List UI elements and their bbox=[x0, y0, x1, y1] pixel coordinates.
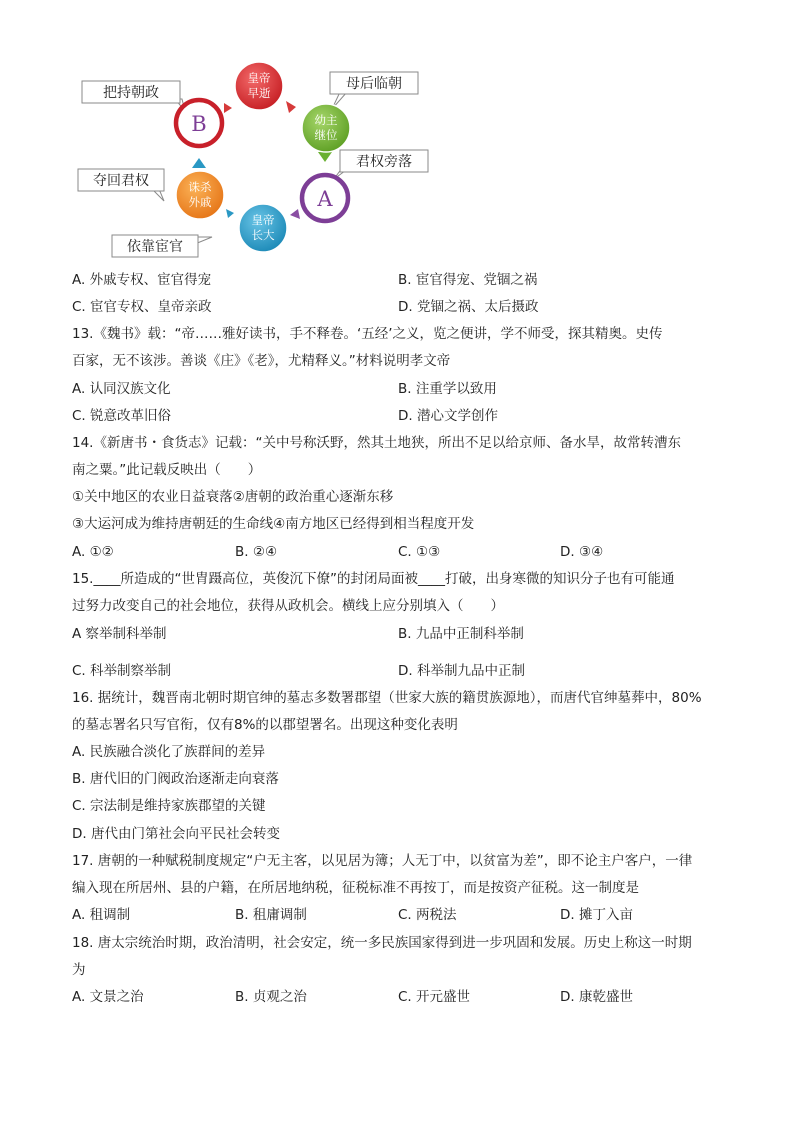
callout-label: 母后临朝 bbox=[346, 76, 402, 92]
q15-option-b[interactable]: B. 九品中正制科举制 bbox=[398, 626, 524, 642]
q13-option-d[interactable]: D. 潜心文学创作 bbox=[398, 408, 498, 424]
q13-option-a[interactable]: A. 认同汉族文化 bbox=[72, 381, 171, 397]
q16-option-a[interactable]: A. 民族融合淡化了族群间的差异 bbox=[72, 744, 266, 760]
q16-stem-cont: 的墓志署名只写官衔，仅有8%的以郡望署名。出现这种变化表明 bbox=[72, 717, 458, 733]
node-kill-relatives bbox=[176, 171, 224, 219]
callout-label: 把持朝政 bbox=[103, 85, 159, 101]
q15-option-a[interactable]: A 察举制科举制 bbox=[72, 626, 167, 642]
q13-option-b[interactable]: B. 注重学以致用 bbox=[398, 381, 497, 397]
q12-option-c[interactable]: C. 宦官专权、皇帝亲政 bbox=[72, 299, 212, 315]
arrow-icon bbox=[226, 209, 234, 218]
q17-option-a[interactable]: A. 租调制 bbox=[72, 907, 131, 923]
node-label-line1: 幼主 bbox=[314, 113, 338, 127]
node-young-ruler bbox=[302, 104, 350, 152]
q14-option-c[interactable]: C. ①③ bbox=[398, 544, 441, 560]
q13-stem-cont: 百家，无不该涉。善谈《庄》《老》，尤精释义。”材料说明孝文帝 bbox=[72, 353, 451, 369]
q14-option-a[interactable]: A. ①② bbox=[72, 544, 114, 560]
q13-option-c[interactable]: C. 锐意改革旧俗 bbox=[72, 408, 172, 424]
q17-option-c[interactable]: C. 两税法 bbox=[398, 907, 457, 923]
callout-rely-eunuchs bbox=[112, 235, 212, 257]
callout-label: 依靠宦官 bbox=[127, 239, 183, 255]
q15-option-d[interactable]: D. 科举制九品中正制 bbox=[398, 663, 525, 679]
q15-stem-cont: 过努力改变自己的社会地位，获得从政机会。横线上应分别填入（ ） bbox=[72, 598, 504, 614]
node-emperor-grown bbox=[239, 204, 287, 252]
q17-option-b[interactable]: B. 租庸调制 bbox=[235, 907, 307, 923]
node-b-label: B bbox=[191, 112, 207, 136]
node-label-line2: 长大 bbox=[251, 228, 275, 242]
arrow-icon bbox=[290, 209, 300, 219]
q14-stem-cont: 南之粟。”此记载反映出（ ） bbox=[72, 462, 262, 478]
q14-stem: 14.《新唐书・食货志》记载：“关中号称沃野，然其土地狭，所出不足以给京师、备水旱，故常转漕东 bbox=[72, 435, 681, 451]
arrow-icon bbox=[224, 103, 232, 113]
q18-stem: 18. 唐太宗统治时期，政治清明，社会安定，统一多民族国家得到进一步巩固和发展。历史上称这一时期 bbox=[72, 935, 692, 951]
node-label-line2: 继位 bbox=[314, 128, 338, 142]
q14-items-3-4: ③大运河成为维持唐朝廷的生命线④南方地区已经得到相当程度开发 bbox=[72, 516, 475, 532]
node-a-label: A bbox=[317, 187, 333, 211]
q12-option-d[interactable]: D. 党锢之祸、太后摄政 bbox=[398, 299, 539, 315]
q14-option-d[interactable]: D. ③④ bbox=[560, 544, 604, 560]
callout-power-shift bbox=[334, 150, 428, 179]
q14-items-1-2: ①关中地区的农业日益衰落②唐朝的政治重心逐渐东移 bbox=[72, 489, 394, 505]
arrow-icon bbox=[286, 101, 296, 113]
arrow-icon bbox=[192, 158, 206, 168]
arrow-icon bbox=[318, 152, 332, 162]
node-label-line1: 诛杀 bbox=[188, 180, 212, 194]
callout-label: 君权旁落 bbox=[356, 154, 412, 170]
q18-option-b[interactable]: B. 贞观之治 bbox=[235, 989, 307, 1005]
callout-control-court bbox=[82, 81, 185, 111]
callout-regain-power bbox=[78, 169, 164, 201]
cycle-diagram bbox=[60, 55, 440, 270]
node-b bbox=[176, 100, 222, 146]
q16-option-c[interactable]: C. 宗法制是维持家族郡望的关键 bbox=[72, 798, 266, 814]
q15-stem: 15.____所造成的“世胄蹑高位，英俊沉下僚”的封闭局面被____打破，出身寒微的知识分子也有可能通 bbox=[72, 571, 675, 587]
q17-stem: 17. 唐朝的一种赋税制度规定“户无主客，以见居为簿；人无丁中，以贫富为差”，即不论主户客户，一律 bbox=[72, 853, 693, 869]
q16-option-b[interactable]: B. 唐代旧的门阀政治逐渐走向衰落 bbox=[72, 771, 279, 787]
node-label-line1: 皇帝 bbox=[247, 71, 271, 85]
node-emperor-early-death bbox=[235, 62, 283, 110]
q18-option-a[interactable]: A. 文景之治 bbox=[72, 989, 144, 1005]
callout-label: 夺回君权 bbox=[93, 173, 149, 189]
q13-stem: 13.《魏书》载：“帝……雅好读书，手不释卷。‘五经’之义，览之便讲，学不师受，探其精奥。史传 bbox=[72, 326, 663, 342]
q12-option-a[interactable]: A. 外戚专权、宦官得宠 bbox=[72, 272, 212, 288]
q18-stem-cont: 为 bbox=[72, 962, 86, 978]
q17-option-d[interactable]: D. 摊丁入亩 bbox=[560, 907, 633, 923]
q16-stem: 16. 据统计，魏晋南北朝时期官绅的墓志多数署郡望（世家大族的籍贯族源地），而唐代官绅墓葬中，80% bbox=[72, 690, 702, 706]
q18-option-c[interactable]: C. 开元盛世 bbox=[398, 989, 471, 1005]
q16-option-d[interactable]: D. 唐代由门第社会向平民社会转变 bbox=[72, 826, 280, 842]
node-label-line2: 早逝 bbox=[247, 86, 271, 100]
callout-empress-regency bbox=[330, 72, 418, 109]
node-label-line2: 外戚 bbox=[188, 195, 212, 209]
node-a bbox=[302, 175, 348, 221]
q12-option-b[interactable]: B. 宦官得宠、党锢之祸 bbox=[398, 272, 538, 288]
q14-option-b[interactable]: B. ②④ bbox=[235, 544, 278, 560]
node-label-line1: 皇帝 bbox=[251, 213, 275, 227]
q15-option-c[interactable]: C. 科举制察举制 bbox=[72, 663, 172, 679]
q17-stem-cont: 编入现在所居州、县的户籍，在所居地纳税，征税标准不再按丁，而是按资产征税。这一制度是 bbox=[72, 880, 639, 896]
q18-option-d[interactable]: D. 康乾盛世 bbox=[560, 989, 633, 1005]
